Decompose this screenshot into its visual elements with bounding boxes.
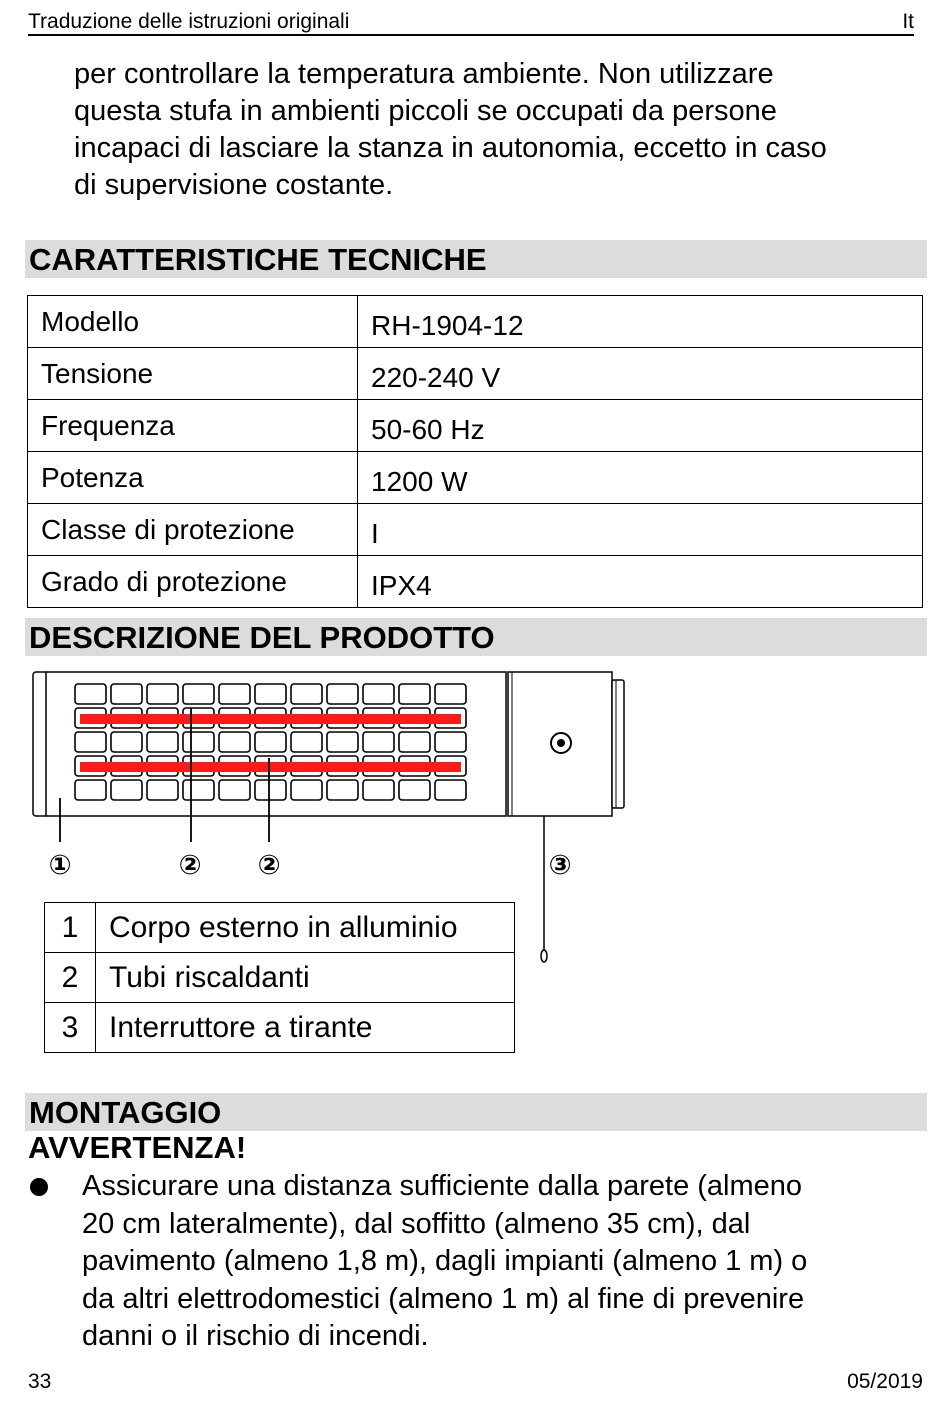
table-row — [28, 504, 923, 556]
grille-cell — [291, 684, 322, 704]
grille-cell — [147, 780, 178, 800]
parts-table — [44, 902, 515, 1053]
spec-label: Grado di protezione — [28, 556, 358, 608]
bullet-line: 20 cm lateralmente), dal soffitto (almeno 35 cm), dal — [82, 1207, 751, 1240]
intro-line: questa stufa in ambienti piccoli se occupati da persone — [74, 95, 777, 127]
grille-cell — [291, 780, 322, 800]
grille-cell — [363, 732, 394, 752]
grille-cell — [111, 780, 142, 800]
table-row — [45, 1003, 515, 1053]
grille-cell — [183, 684, 214, 704]
grille-cell — [327, 780, 358, 800]
spec-value: 220-240 V — [358, 348, 923, 400]
bullet-line: da altri elettrodomestici (almeno 1 m) al fine di prevenire — [82, 1282, 805, 1315]
heating-tube — [80, 714, 461, 724]
assembly-heading: MONTAGGIO — [25, 1093, 927, 1131]
warning-title: AVVERTENZA! — [28, 1130, 247, 1165]
part-name: Interruttore a tirante — [96, 1003, 515, 1053]
spec-value: I — [358, 504, 923, 556]
heater-right-cap — [612, 680, 624, 808]
part-name: Tubi riscaldanti — [96, 953, 515, 1003]
specs-heading: CARATTERISTICHE TECNICHE — [25, 240, 927, 278]
bullet-line: danni o il rischio di incendi. — [82, 1320, 429, 1352]
grille-cell — [363, 780, 394, 800]
grille-cell — [75, 732, 106, 752]
part-number: 1 — [45, 903, 96, 953]
spec-label: Frequenza — [28, 400, 358, 452]
grille-cell — [111, 684, 142, 704]
spec-label: Classe di protezione — [28, 504, 358, 556]
bullet-line: pavimento (almeno 1,8 m), dagli impianti (almeno 1 m) o — [82, 1245, 808, 1277]
grille-cell — [183, 732, 214, 752]
grille-cell — [147, 684, 178, 704]
part-name: Corpo esterno in alluminio — [96, 903, 515, 953]
spec-value: 50-60 Hz — [358, 400, 923, 452]
header-title: Traduzione delle istruzioni originali — [28, 10, 350, 33]
grille-cell — [219, 780, 250, 800]
heater-grille — [75, 684, 466, 800]
table-row — [28, 296, 923, 348]
grille-cell — [219, 732, 250, 752]
intro-line: incapaci di lasciare la stanza in autonomia, eccetto in caso — [74, 132, 827, 164]
grille-cell — [435, 732, 466, 752]
callout-2: ② — [178, 850, 202, 880]
intro-paragraph — [74, 56, 924, 204]
table-row — [45, 953, 515, 1003]
heating-tube — [80, 762, 461, 772]
grille-cell — [399, 732, 430, 752]
grille-cell — [255, 684, 286, 704]
grille-cell — [435, 780, 466, 800]
spec-label: Potenza — [28, 452, 358, 504]
callout-1: ① — [48, 850, 72, 880]
pull-cord-end — [541, 950, 547, 962]
part-number: 3 — [45, 1003, 96, 1053]
grille-cell — [399, 684, 430, 704]
product-heading: DESCRIZIONE DEL PRODOTTO — [25, 618, 927, 656]
table-row — [28, 348, 923, 400]
spec-value: RH-1904-12 — [358, 296, 923, 348]
page-header — [28, 8, 914, 36]
grille-cell — [75, 780, 106, 800]
table-row — [28, 400, 923, 452]
spec-value: 1200 W — [358, 452, 923, 504]
table-row — [45, 903, 515, 953]
footer-date: 05/2019 — [847, 1370, 923, 1393]
part-number: 2 — [45, 953, 96, 1003]
grille-cell — [435, 684, 466, 704]
bullet-icon — [30, 1178, 48, 1196]
header-language: It — [902, 10, 914, 33]
grille-cell — [327, 684, 358, 704]
grille-cell — [363, 684, 394, 704]
spec-label: Tensione — [28, 348, 358, 400]
intro-line: per controllare la temperatura ambiente. Non utilizzare — [74, 58, 774, 90]
page-number: 33 — [28, 1370, 52, 1393]
grille-cell — [255, 780, 286, 800]
grille-cell — [183, 780, 214, 800]
grille-cell — [255, 732, 286, 752]
callout-3: ③ — [548, 850, 572, 880]
grille-cell — [399, 780, 430, 800]
grille-cell — [147, 732, 178, 752]
grille-cell — [219, 684, 250, 704]
table-row — [28, 556, 923, 608]
bullet-line: Assicurare una distanza sufficiente dalla parete (almeno — [82, 1170, 803, 1202]
intro-line: di supervisione costante. — [74, 169, 394, 201]
callout-2: ② — [257, 850, 281, 880]
grille-cell — [291, 732, 322, 752]
spec-value: IPX4 — [358, 556, 923, 608]
table-row — [28, 452, 923, 504]
specs-table — [27, 295, 923, 608]
grille-cell — [111, 732, 142, 752]
spec-label: Modello — [28, 296, 358, 348]
grille-cell — [327, 732, 358, 752]
grille-cell — [75, 684, 106, 704]
bullet-text — [82, 1168, 912, 1356]
